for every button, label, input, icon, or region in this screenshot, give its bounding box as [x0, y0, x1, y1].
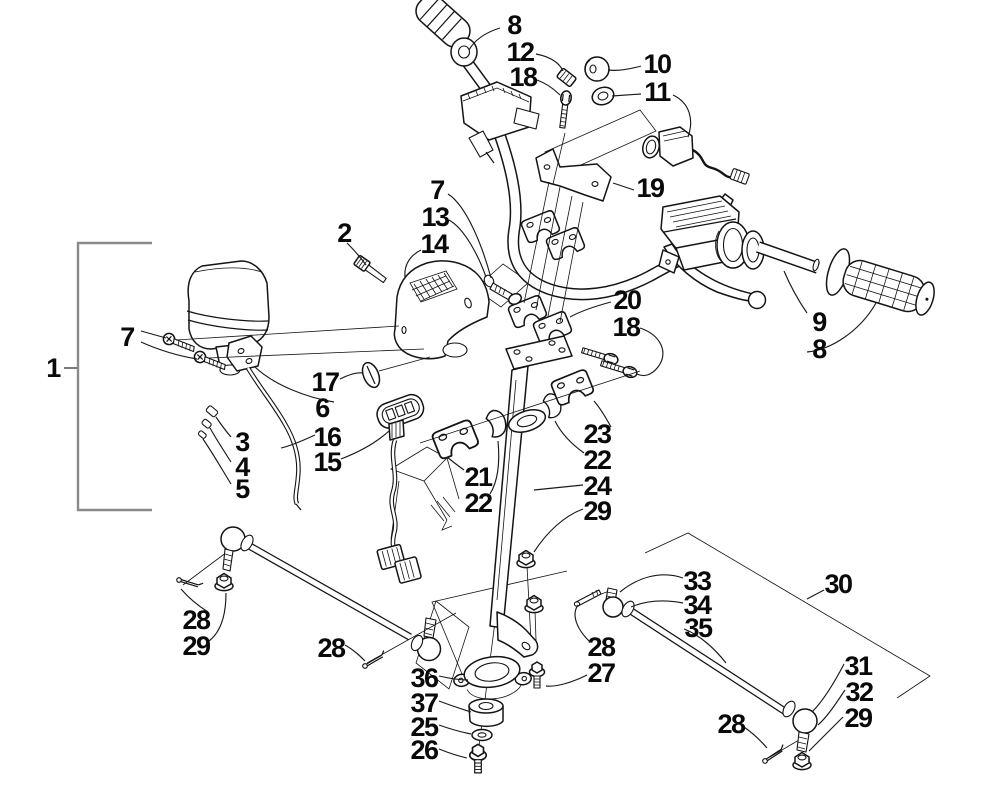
- part-label-4: 4: [235, 452, 249, 482]
- bolt-27: [530, 662, 545, 688]
- part-label-8-top: 8: [507, 10, 521, 40]
- washer-12: [556, 68, 576, 87]
- leader-26: [439, 749, 467, 758]
- bolt-18-top: [557, 90, 572, 128]
- part-label-31: 31: [844, 651, 872, 681]
- nut-29-mid-b: [525, 596, 543, 613]
- part-label-28-br: 28: [717, 709, 745, 739]
- part-label-13: 13: [421, 202, 449, 232]
- part-label-29-br: 29: [844, 703, 872, 733]
- cotter-pin-28-left: [176, 576, 203, 590]
- part-label-35: 35: [684, 613, 712, 643]
- leader-7-left: [141, 331, 166, 338]
- nut-29-mid-a: [517, 551, 535, 568]
- leader-29-bl: [209, 593, 226, 641]
- part-label-22-right: 22: [583, 445, 611, 475]
- part-label-33: 33: [683, 566, 711, 596]
- bar-end-9: [758, 247, 820, 271]
- part-label-29-bl: 29: [182, 631, 210, 661]
- leader-18-mid: [637, 328, 663, 376]
- part-label-26: 26: [410, 735, 438, 765]
- leader-20: [570, 302, 611, 317]
- leader-34: [631, 601, 683, 607]
- bolt-26: [470, 744, 487, 773]
- leader-15: [341, 431, 389, 459]
- switch-assembly-15: [374, 392, 427, 584]
- leader-31: [812, 664, 844, 712]
- leader-30: [807, 590, 824, 599]
- part-label-28-bc: 28: [317, 633, 345, 663]
- part-label-18-top: 18: [509, 62, 537, 92]
- clamp-23: [550, 369, 594, 406]
- leader-37: [439, 701, 471, 712]
- bolt-18-a: [581, 345, 619, 366]
- part-label-37: 37: [410, 688, 438, 718]
- part-label-28-bl: 28: [182, 605, 210, 635]
- cable-16: [248, 368, 301, 510]
- leader-5: [203, 439, 231, 484]
- part-label-21: 21: [464, 462, 492, 492]
- leader-27: [546, 675, 587, 686]
- part-label-10: 10: [643, 49, 671, 79]
- part-label-22-left: 22: [464, 488, 492, 518]
- slotted-washer-17: [359, 357, 430, 390]
- leader-22-right: [555, 421, 584, 453]
- part-label-5: 5: [235, 474, 249, 504]
- part-label-25: 25: [410, 712, 438, 742]
- part-label-28-rc: 28: [587, 632, 615, 662]
- leader-18-top: [537, 80, 560, 95]
- part-label-32: 32: [845, 677, 873, 707]
- ghost-frame: [391, 447, 459, 539]
- nut-29-left: [215, 574, 233, 591]
- part-label-1: 1: [46, 353, 60, 383]
- clamp-21: [431, 419, 479, 460]
- part-label-16: 16: [313, 422, 341, 452]
- pins-3-4-5: [198, 405, 219, 439]
- part-label-20: 20: [613, 285, 641, 315]
- leader-9: [784, 271, 807, 313]
- part-label-14: 14: [420, 229, 448, 259]
- leader-12: [536, 54, 563, 71]
- group-bracket-1: [78, 243, 152, 510]
- master-cylinder-assembly: [659, 194, 766, 309]
- part-label-3: 3: [235, 427, 249, 457]
- callout-labels: [46, 10, 873, 765]
- part-label-6: 6: [315, 393, 329, 423]
- part-label-30: 30: [824, 569, 852, 599]
- leader-28-br: [744, 727, 767, 748]
- leader-28-bc: [345, 645, 365, 661]
- part-label-7-left: 7: [120, 322, 134, 352]
- leader-29-mid: [534, 509, 583, 552]
- part-label-34: 34: [683, 590, 711, 620]
- part-label-8-right: 8: [812, 334, 826, 364]
- part-label-9: 9: [812, 307, 826, 337]
- part-label-12: 12: [506, 37, 534, 67]
- part-label-24: 24: [583, 471, 611, 501]
- cotter-pin-28-center: [361, 651, 387, 670]
- part-label-27: 27: [587, 658, 615, 688]
- part-label-2: 2: [337, 218, 351, 248]
- bushing-22-left: [485, 408, 509, 438]
- bolt-2: [354, 255, 389, 284]
- leader-25: [439, 725, 471, 734]
- handlebar-cover: [394, 261, 523, 359]
- part-label-11: 11: [644, 77, 670, 107]
- leader-3: [216, 417, 231, 437]
- part-label-19: 19: [636, 173, 664, 203]
- part-label-7-mid: 7: [430, 175, 444, 205]
- part-label-36: 36: [410, 663, 438, 693]
- leader-19: [613, 183, 634, 190]
- right-grip: [822, 246, 940, 324]
- cotter-pin-28-bottom-right: [761, 745, 786, 765]
- leader-17: [340, 373, 363, 379]
- leader-16: [281, 435, 315, 448]
- bolt-18-b: [600, 358, 638, 379]
- part-label-15: 15: [313, 447, 341, 477]
- nut-29-bottom-right: [793, 753, 811, 770]
- part-label-29-mid: 29: [583, 496, 611, 526]
- leader-24: [534, 485, 583, 490]
- leader-10: [608, 66, 641, 70]
- part-label-17: 17: [311, 367, 339, 397]
- post-top-plate: [506, 336, 572, 369]
- washer-25: [472, 730, 492, 741]
- bushing-37: [469, 699, 503, 726]
- part-label-18-mid: 18: [612, 312, 640, 342]
- flange-36: [451, 652, 533, 704]
- leader-11: [612, 94, 641, 96]
- part-label-23: 23: [583, 419, 611, 449]
- leader-33: [620, 575, 683, 592]
- plug-10: [585, 57, 609, 81]
